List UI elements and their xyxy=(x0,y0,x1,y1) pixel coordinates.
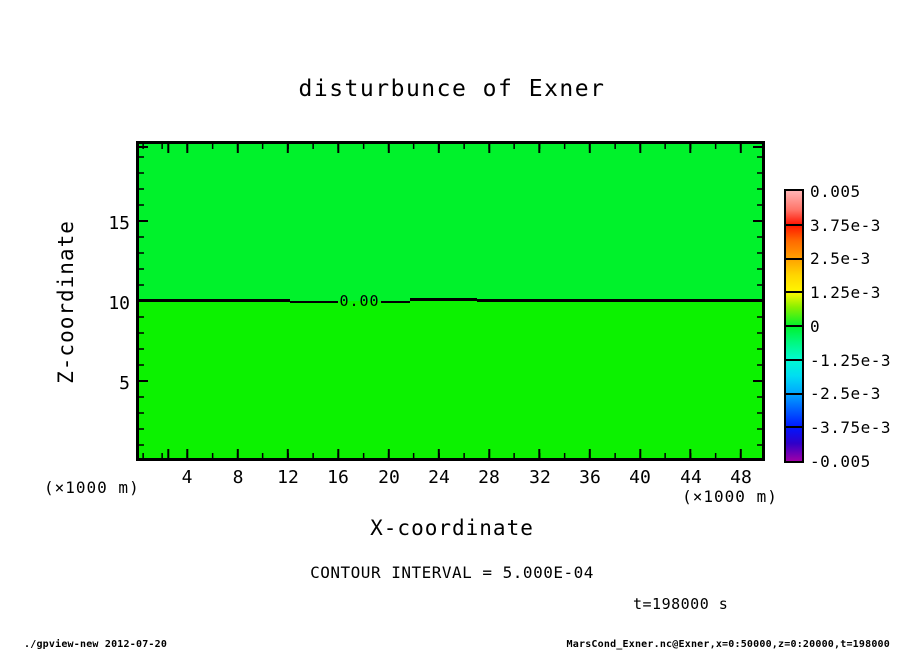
colorbar-tick-label: -3.75e-3 xyxy=(810,418,892,437)
x-axis-title: X-coordinate xyxy=(370,516,534,540)
x-tick-label: 8 xyxy=(232,467,244,488)
colorbar-tick-label: 0.005 xyxy=(810,182,861,201)
contour-interval-label: CONTOUR INTERVAL = 5.000E-04 xyxy=(310,563,594,582)
footer-data-source: MarsCond_Exner.nc@Exner,x=0:50000,z=0:20000,t=198000 xyxy=(566,639,890,650)
field-fill-lower xyxy=(139,301,762,458)
zero-contour-segment xyxy=(290,301,338,303)
x-tick-label: 40 xyxy=(629,467,651,488)
x-tick-label: 20 xyxy=(378,467,400,488)
plot-title: disturbunce of Exner xyxy=(298,76,606,102)
zero-contour-segment xyxy=(139,299,290,302)
colorbar-tick-label: 3.75e-3 xyxy=(810,216,881,235)
y-tick-label: 10 xyxy=(108,293,130,314)
footer-program-version: ./gpview-new 2012-07-20 xyxy=(24,639,168,650)
x-tick-label: 24 xyxy=(428,467,450,488)
plot-area xyxy=(136,141,765,461)
x-tick-label: 4 xyxy=(181,467,193,488)
x-tick-label: 28 xyxy=(478,467,500,488)
zero-contour-segment xyxy=(410,298,477,301)
y-axis-unit-label: (×1000 m) xyxy=(44,478,140,497)
field-fill-upper xyxy=(139,144,762,301)
colorbar-tick-label: 0 xyxy=(810,317,821,336)
colorbar-level-boundary xyxy=(786,426,802,428)
x-tick-label: 36 xyxy=(579,467,601,488)
x-tick-label: 44 xyxy=(680,467,702,488)
colorbar-level-boundary xyxy=(786,325,802,327)
colorbar-tick-label: -2.5e-3 xyxy=(810,384,881,403)
colorbar-level-boundary xyxy=(786,359,802,361)
colorbar-level-boundary xyxy=(786,393,802,395)
colorbar-tick-label: -0.005 xyxy=(810,452,871,471)
colorbar-tick-label: -1.25e-3 xyxy=(810,351,892,370)
x-tick-label: 12 xyxy=(277,467,299,488)
time-label: t=198000 s xyxy=(633,595,729,613)
colorbar-level-boundary xyxy=(786,258,802,260)
x-tick-label: 48 xyxy=(730,467,752,488)
colorbar-tick-label: 1.25e-3 xyxy=(810,283,881,302)
colorbar-level-boundary xyxy=(786,224,802,226)
colorbar-level-boundary xyxy=(786,291,802,293)
y-tick-label: 5 xyxy=(119,373,130,394)
x-axis-unit-label: (×1000 m) xyxy=(682,487,778,506)
y-tick-label: 15 xyxy=(108,213,130,234)
zero-contour-segment xyxy=(477,299,762,302)
y-axis-title: Z-coordinate xyxy=(54,220,78,384)
x-tick-label: 16 xyxy=(327,467,349,488)
zero-contour-label: 0.00 xyxy=(339,292,380,310)
x-tick-label: 32 xyxy=(529,467,551,488)
colorbar-tick-label: 2.5e-3 xyxy=(810,249,871,268)
colorbar xyxy=(784,189,804,463)
zero-contour-segment xyxy=(381,301,410,303)
